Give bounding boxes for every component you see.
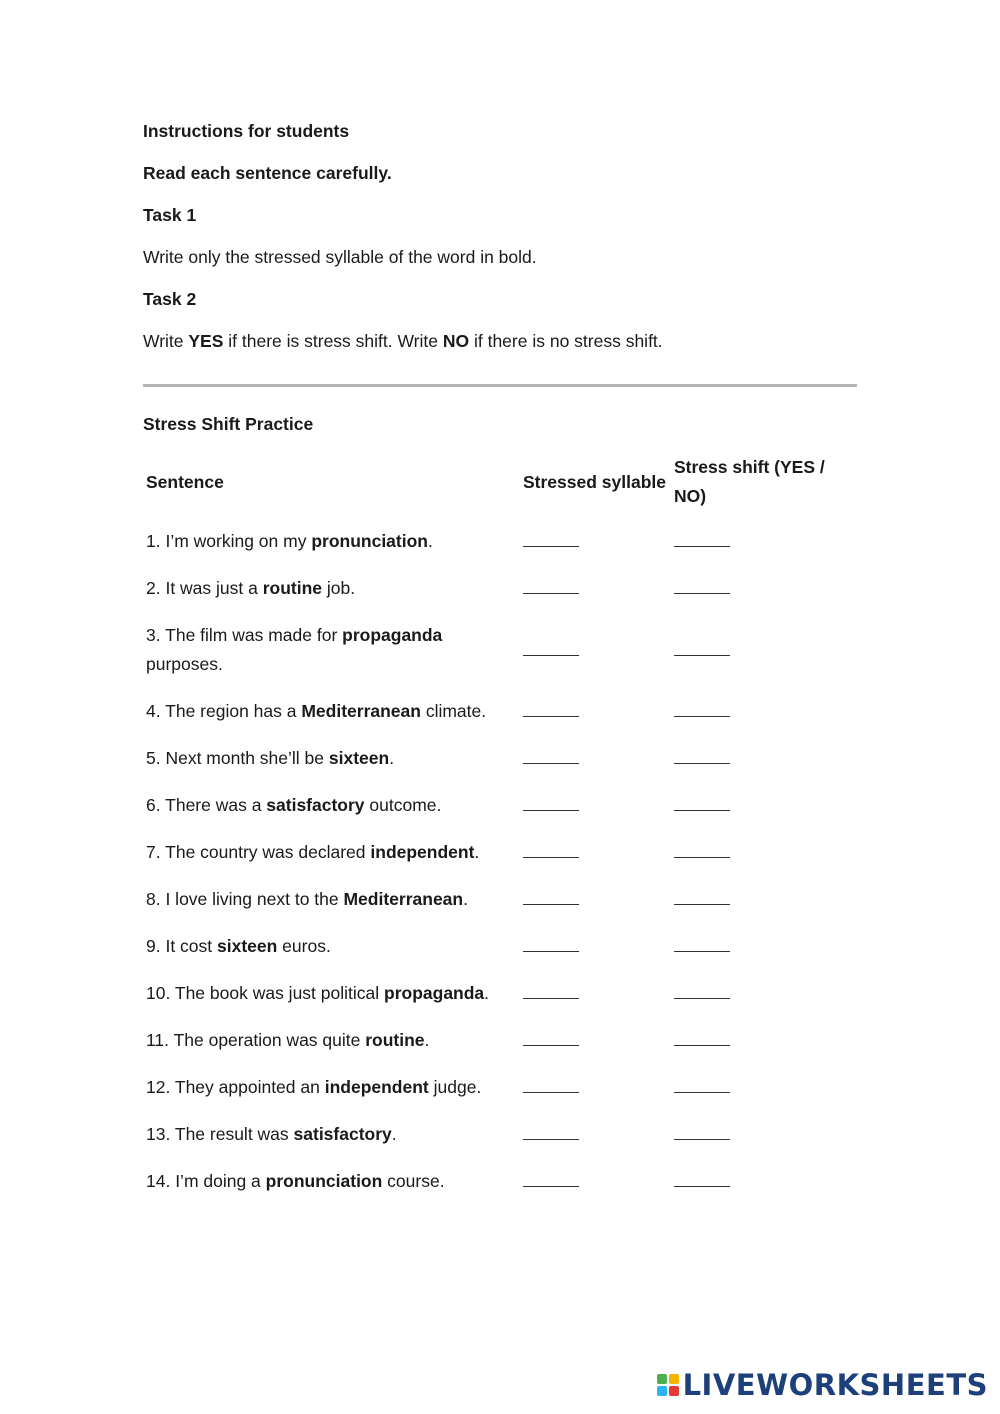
sentence-text: 7. The country was declared [146,842,371,862]
sentence-cell [143,785,520,832]
table-row [143,521,857,568]
target-word: propaganda [384,983,485,1003]
stressed-syllable-cell [520,785,671,832]
table-row [143,691,857,738]
stressed-syllable-blank[interactable] [523,1125,579,1140]
stress-shift-cell [671,926,857,973]
stressed-syllable-blank[interactable] [523,796,579,811]
sentence-text: 2. It was just a [146,578,263,598]
table-row [143,1067,857,1114]
liveworksheets-logo [657,1368,988,1402]
stressed-syllable-blank[interactable] [523,843,579,858]
stress-shift-blank[interactable] [674,749,730,764]
target-word: Mediterranean [343,889,464,909]
sentence-text: 12. They appointed an [146,1077,325,1097]
table-header-row [143,453,857,521]
logo-square-yellow [669,1374,679,1384]
stress-shift-cell [671,1067,857,1114]
instructions-heading: Instructions for students [143,121,350,141]
sentence-text: 10. The book was just political [146,983,385,1003]
stress-shift-cell [671,832,857,879]
sentence-cell [143,521,520,568]
stressed-syllable-cell [520,879,671,926]
logo-square-green [657,1374,667,1384]
stressed-syllable-cell [520,1020,671,1067]
sentence-cell [143,615,520,691]
stressed-syllable-blank[interactable] [523,890,579,905]
stressed-syllable-cell [520,1067,671,1114]
stressed-syllable-blank[interactable] [523,641,579,656]
stress-shift-cell [671,1114,857,1161]
stressed-syllable-cell [520,521,671,568]
sentence-text: 13. The result was [146,1124,294,1144]
stress-shift-cell [671,973,857,1020]
logo-square-blue [657,1386,667,1396]
header-stressed-syllable: Stressed syllable [523,471,666,492]
read-instruction: Read each sentence carefully. [143,163,392,183]
task2-text [143,328,857,354]
stress-shift-blank[interactable] [674,890,730,905]
sentence-text: 5. Next month she’ll be [146,748,329,768]
sentence-text: 9. It cost [146,936,217,956]
stress-shift-blank[interactable] [674,532,730,547]
stressed-syllable-cell [520,691,671,738]
sentence-text: 4. The region has a [146,701,302,721]
table-row [143,926,857,973]
target-word: sixteen [217,936,278,956]
table-row [143,973,857,1020]
stress-shift-blank[interactable] [674,702,730,717]
table-row [143,879,857,926]
stress-shift-blank[interactable] [674,843,730,858]
stress-shift-blank[interactable] [674,796,730,811]
stress-shift-cell [671,615,857,691]
sentence-text: 14. I’m doing a [146,1171,266,1191]
logo-square-red [669,1386,679,1396]
task2-part3: if there is no stress shift. [469,331,663,351]
sentence-cell [143,691,520,738]
stressed-syllable-cell [520,738,671,785]
target-word: independent [370,842,475,862]
target-word: Mediterranean [301,701,421,721]
target-word: satisfactory [266,795,365,815]
sentence-cell [143,926,520,973]
sentence-cell [143,832,520,879]
task1-heading: Task 1 [143,205,197,225]
stressed-syllable-blank[interactable] [523,532,579,547]
sentence-end: . [484,983,490,1003]
sentence-end: job. [322,578,356,598]
target-word: sixteen [328,748,390,768]
stressed-syllable-blank[interactable] [523,749,579,764]
stress-shift-cell [671,568,857,615]
logo-grid-icon [657,1374,679,1396]
target-word: routine [365,1030,425,1050]
practice-title: Stress Shift Practice [143,414,314,434]
sentence-cell [143,879,520,926]
stress-shift-cell [671,691,857,738]
stress-shift-cell [671,738,857,785]
stressed-syllable-cell [520,1161,671,1208]
sentence-end: . [427,531,433,551]
sentence-end: judge. [428,1077,482,1097]
table-row [143,738,857,785]
task1-text: Write only the stressed syllable of the word in bold. [143,247,537,267]
stress-shift-blank[interactable] [674,1031,730,1046]
table-row [143,1114,857,1161]
stress-shift-cell [671,879,857,926]
stressed-syllable-cell [520,926,671,973]
section-divider [143,384,857,387]
stress-shift-blank[interactable] [674,984,730,999]
target-word: routine [262,578,323,598]
sentence-cell [143,1067,520,1114]
stressed-syllable-blank[interactable] [523,1078,579,1093]
sentence-cell [143,1161,520,1208]
stress-shift-cell [671,521,857,568]
worksheet-content [143,118,857,1208]
stressed-syllable-blank[interactable] [523,1031,579,1046]
sentence-end: euros. [277,936,331,956]
task2-heading: Task 2 [143,289,197,309]
sentence-cell [143,1020,520,1067]
task2-part1: Write [143,331,189,351]
practice-table [143,453,857,1208]
stressed-syllable-cell [520,1114,671,1161]
stress-shift-cell [671,785,857,832]
no-keyword: NO [442,331,470,351]
sentence-end: purposes. [146,654,223,674]
stressed-syllable-cell [520,615,671,691]
target-word: pronunciation [311,531,428,551]
header-stress-shift: Stress shift (YES / NO) [674,457,825,506]
sentence-end: . [389,748,395,768]
stressed-syllable-blank[interactable] [523,984,579,999]
sentence-text: 1. I’m working on my [146,531,312,551]
stressed-syllable-blank[interactable] [523,579,579,594]
stress-shift-blank[interactable] [674,1172,730,1187]
sentence-end: outcome. [364,795,442,815]
stressed-syllable-cell [520,568,671,615]
table-row [143,615,857,691]
sentence-end: . [463,889,468,909]
stressed-syllable-cell [520,832,671,879]
target-word: independent [324,1077,429,1097]
sentence-text: 8. I love living next to the [146,889,344,909]
table-row [143,1020,857,1067]
table-row [143,1161,857,1208]
stressed-syllable-blank[interactable] [523,702,579,717]
stress-shift-blank[interactable] [674,641,730,656]
yes-keyword: YES [188,331,224,351]
stress-shift-blank[interactable] [674,1078,730,1093]
sentence-cell [143,738,520,785]
target-word: satisfactory [293,1124,392,1144]
sentence-end: . [424,1030,430,1050]
sentence-end: . [391,1124,397,1144]
stress-shift-blank[interactable] [674,937,730,952]
brand-name: LIVEWORKSHEETS [682,1368,988,1402]
stress-shift-blank[interactable] [674,579,730,594]
sentence-cell [143,568,520,615]
sentence-end: course. [382,1171,445,1191]
stress-shift-cell [671,1161,857,1208]
sentence-cell [143,973,520,1020]
sentence-end: climate. [420,701,487,721]
stressed-syllable-blank[interactable] [523,1172,579,1187]
target-word: pronunciation [265,1171,383,1191]
stress-shift-blank[interactable] [674,1125,730,1140]
sentence-text: 11. The operation was quite [146,1030,366,1050]
header-sentence: Sentence [146,471,224,492]
stress-shift-cell [671,1020,857,1067]
target-word: propaganda [342,625,443,645]
sentence-cell [143,1114,520,1161]
table-row [143,832,857,879]
task2-part2: if there is stress shift. Write [223,331,443,351]
sentence-end: . [474,842,480,862]
sentence-text: 3. The film was made for [146,625,343,645]
stressed-syllable-cell [520,973,671,1020]
sentence-text: 6. There was a [146,795,267,815]
stressed-syllable-blank[interactable] [523,937,579,952]
table-row [143,785,857,832]
table-row [143,568,857,615]
